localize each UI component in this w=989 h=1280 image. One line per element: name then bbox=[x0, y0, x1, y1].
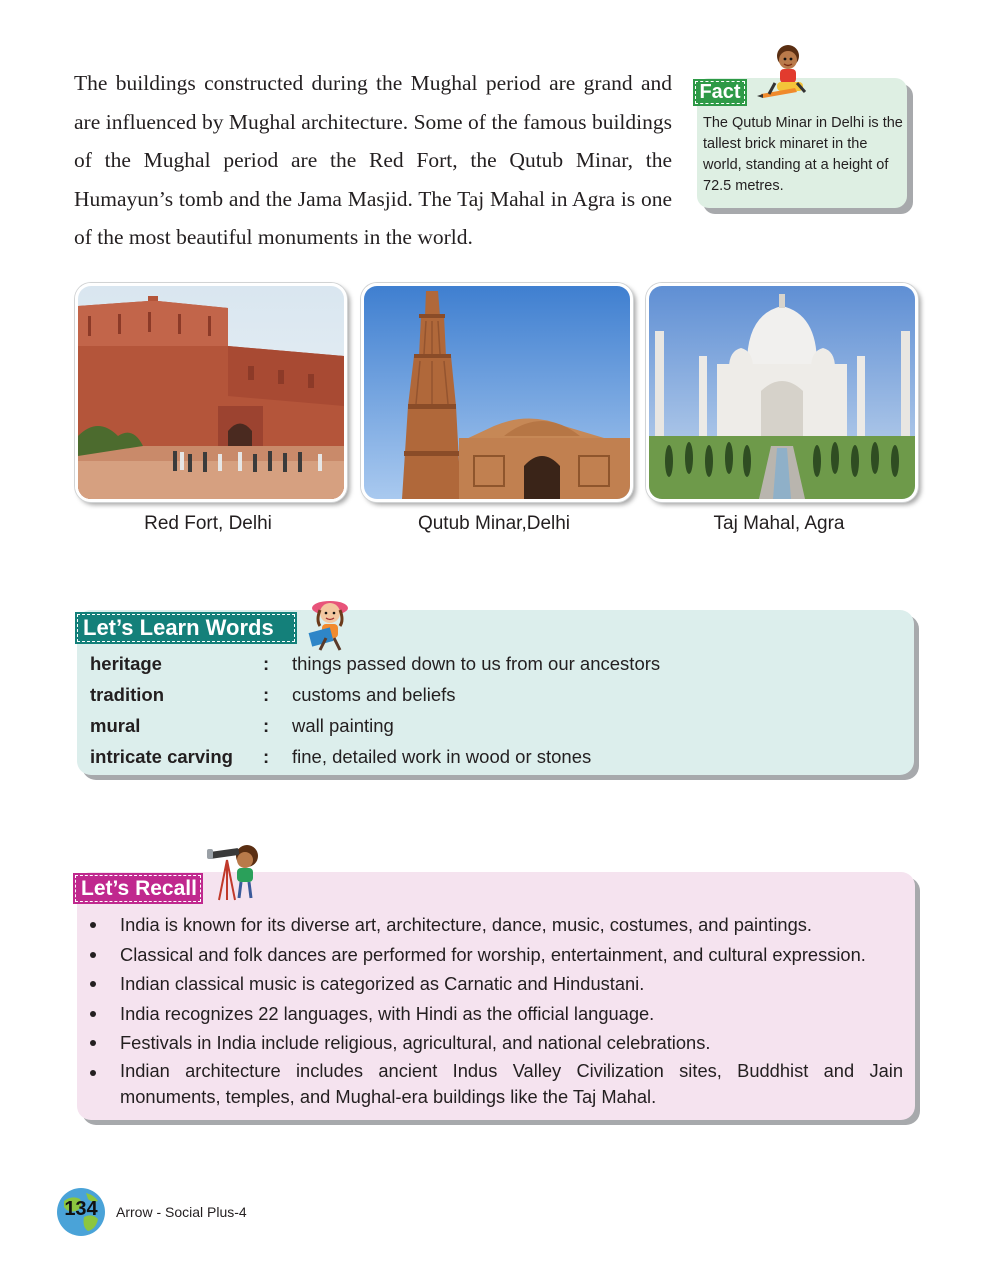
word-definition: wall painting bbox=[292, 715, 394, 736]
recall-item: Festivals in India include religious, agricultural, and national celebrations. bbox=[88, 1028, 903, 1058]
recall-item: Indian architecture includes ancient Indus Valley Civilization sites, Buddhist and Jain monuments, temples, and Mughal-era buildings like the Taj Mahal. bbox=[88, 1058, 903, 1110]
taj-mahal-image bbox=[649, 286, 915, 499]
taj-mahal-photo bbox=[646, 283, 918, 502]
red-fort-photo bbox=[75, 283, 347, 502]
taj-mahal-caption: Taj Mahal, Agra bbox=[713, 513, 845, 534]
word-separator: : bbox=[263, 684, 270, 705]
girl-reading-illustration bbox=[296, 596, 356, 652]
fact-text: The Qutub Minar in Delhi is the tallest brick minaret in the world, standing at a height of 72.5 metres. bbox=[703, 115, 903, 194]
recall-item: India recognizes 22 languages, with Hindi as the official language. bbox=[88, 999, 903, 1029]
recall-item: Classical and folk dances are performed for worship, entertainment, and cultural expression. bbox=[88, 940, 903, 970]
qutub-minar-image bbox=[364, 286, 630, 499]
word-term: heritage bbox=[90, 653, 162, 674]
word-term: mural bbox=[90, 715, 141, 736]
word-definition: things passed down to us from our ancestors bbox=[292, 653, 661, 674]
recall-list bbox=[88, 910, 903, 1110]
word-separator: : bbox=[263, 715, 270, 736]
qutub-minar-photo bbox=[361, 283, 633, 502]
learn-words-title: Let’s Learn Words bbox=[75, 612, 297, 644]
fact-label: Fact bbox=[693, 79, 747, 106]
fact-boy-illustration bbox=[755, 42, 815, 106]
recall-item: Indian classical music is categorized as Carnatic and Hindustani. bbox=[88, 969, 903, 999]
recall-title: Let’s Recall bbox=[73, 873, 203, 904]
word-term: intricate carving bbox=[90, 746, 233, 767]
red-fort-caption: Red Fort, Delhi bbox=[144, 513, 272, 534]
word-row-heritage bbox=[90, 652, 890, 683]
intro-paragraph: The buildings constructed during the Mughal period are grand and are influenced by Mughal architecture. Some of the famous buildings of the Mughal period are the Red Fort, the Qutub Minar, the Humayun’s tomb and the Jama Masjid. The Taj Mahal in Agra is one of the most beautiful monuments in the world. bbox=[74, 71, 672, 249]
word-separator: : bbox=[263, 746, 270, 767]
recall-item: India is known for its diverse art, architecture, dance, music, costumes, and paintings. bbox=[88, 910, 903, 940]
word-row-intricate-carving bbox=[90, 745, 890, 776]
red-fort-image bbox=[78, 286, 344, 499]
word-definition: fine, detailed work in wood or stones bbox=[292, 746, 592, 767]
qutub-minar-caption: Qutub Minar,Delhi bbox=[417, 513, 571, 534]
word-row-mural bbox=[90, 714, 890, 745]
word-row-tradition bbox=[90, 683, 890, 714]
word-definition: customs and beliefs bbox=[292, 684, 456, 705]
book-title: Arrow - Social Plus-4 bbox=[116, 1204, 247, 1220]
word-term: tradition bbox=[90, 684, 164, 705]
word-separator: : bbox=[263, 653, 270, 674]
page-number: 134 bbox=[64, 1198, 98, 1220]
boy-telescope-illustration bbox=[205, 840, 265, 902]
